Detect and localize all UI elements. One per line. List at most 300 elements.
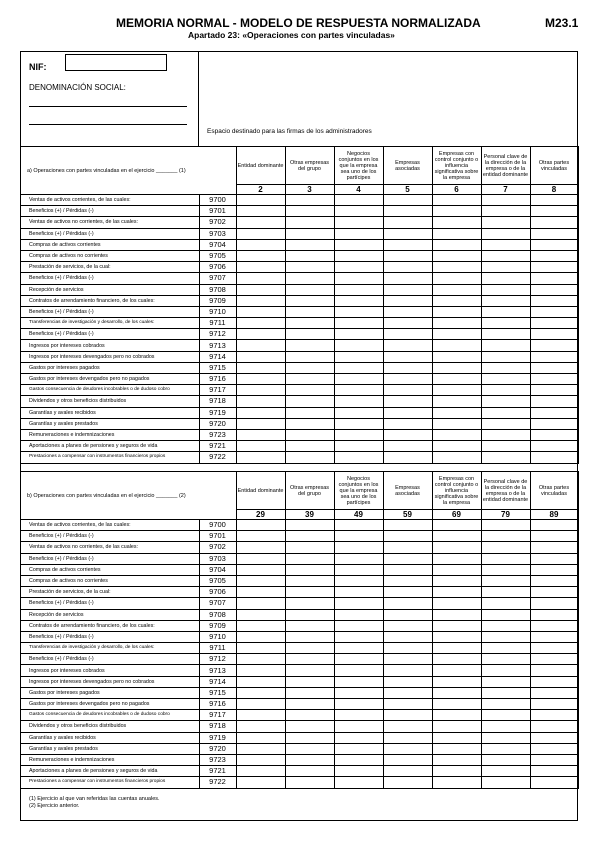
amount-cell[interactable] [383,351,432,362]
amount-cell[interactable] [481,676,530,687]
amount-cell[interactable] [383,564,432,575]
amount-cell[interactable] [334,721,383,732]
amount-cell[interactable] [236,284,285,295]
amount-cell[interactable] [481,564,530,575]
amount-cell[interactable] [334,687,383,698]
amount-cell[interactable] [530,620,578,631]
amount-cell[interactable] [383,665,432,676]
amount-cell[interactable] [236,295,285,306]
amount-cell[interactable] [432,374,481,385]
amount-cell[interactable] [432,631,481,642]
denominacion-line-1[interactable] [29,106,187,107]
amount-cell[interactable] [285,710,334,721]
amount-cell[interactable] [432,273,481,284]
amount-cell[interactable] [481,273,530,284]
amount-cell[interactable] [530,542,578,553]
amount-cell[interactable] [530,239,578,250]
amount-cell[interactable] [530,228,578,239]
amount-cell[interactable] [530,643,578,654]
amount-cell[interactable] [383,452,432,463]
amount-cell[interactable] [481,306,530,317]
amount-cell[interactable] [236,340,285,351]
amount-cell[interactable] [334,643,383,654]
amount-cell[interactable] [481,710,530,721]
amount-cell[interactable] [432,452,481,463]
amount-cell[interactable] [236,609,285,620]
amount-cell[interactable] [285,676,334,687]
amount-cell[interactable] [383,631,432,642]
amount-cell[interactable] [530,329,578,340]
amount-cell[interactable] [481,351,530,362]
amount-cell[interactable] [383,766,432,777]
amount-cell[interactable] [530,318,578,329]
amount-cell[interactable] [481,777,530,788]
amount-cell[interactable] [285,575,334,586]
amount-cell[interactable] [236,587,285,598]
amount-cell[interactable] [285,609,334,620]
amount-cell[interactable] [285,329,334,340]
amount-cell[interactable] [432,520,481,531]
amount-cell[interactable] [383,385,432,396]
amount-cell[interactable] [236,687,285,698]
amount-cell[interactable] [285,631,334,642]
amount-cell[interactable] [383,418,432,429]
amount-cell[interactable] [236,721,285,732]
amount-cell[interactable] [481,429,530,440]
amount-cell[interactable] [432,531,481,542]
amount-cell[interactable] [285,564,334,575]
amount-cell[interactable] [432,542,481,553]
amount-cell[interactable] [334,217,383,228]
amount-cell[interactable] [236,262,285,273]
amount-cell[interactable] [432,777,481,788]
amount-cell[interactable] [334,654,383,665]
amount-cell[interactable] [530,754,578,765]
amount-cell[interactable] [383,743,432,754]
amount-cell[interactable] [236,654,285,665]
amount-cell[interactable] [334,195,383,206]
amount-cell[interactable] [285,520,334,531]
amount-cell[interactable] [236,195,285,206]
amount-cell[interactable] [432,620,481,631]
amount-cell[interactable] [481,609,530,620]
amount-cell[interactable] [236,273,285,284]
amount-cell[interactable] [285,754,334,765]
amount-cell[interactable] [285,429,334,440]
denominacion-line-2[interactable] [29,124,187,125]
amount-cell[interactable] [334,620,383,631]
amount-cell[interactable] [432,699,481,710]
amount-cell[interactable] [236,766,285,777]
amount-cell[interactable] [334,306,383,317]
amount-cell[interactable] [334,542,383,553]
amount-cell[interactable] [334,710,383,721]
amount-cell[interactable] [334,273,383,284]
amount-cell[interactable] [236,743,285,754]
amount-cell[interactable] [285,587,334,598]
amount-cell[interactable] [530,396,578,407]
amount-cell[interactable] [236,429,285,440]
amount-cell[interactable] [236,520,285,531]
amount-cell[interactable] [530,195,578,206]
amount-cell[interactable] [236,699,285,710]
amount-cell[interactable] [530,609,578,620]
amount-cell[interactable] [236,407,285,418]
amount-cell[interactable] [383,598,432,609]
amount-cell[interactable] [334,418,383,429]
amount-cell[interactable] [383,239,432,250]
amount-cell[interactable] [432,262,481,273]
amount-cell[interactable] [334,665,383,676]
amount-cell[interactable] [334,407,383,418]
amount-cell[interactable] [285,699,334,710]
amount-cell[interactable] [481,754,530,765]
amount-cell[interactable] [236,531,285,542]
amount-cell[interactable] [530,306,578,317]
amount-cell[interactable] [383,284,432,295]
amount-cell[interactable] [481,262,530,273]
amount-cell[interactable] [432,676,481,687]
amount-cell[interactable] [236,362,285,373]
amount-cell[interactable] [236,710,285,721]
amount-cell[interactable] [383,250,432,261]
amount-cell[interactable] [285,620,334,631]
amount-cell[interactable] [334,441,383,452]
amount-cell[interactable] [383,542,432,553]
amount-cell[interactable] [285,206,334,217]
amount-cell[interactable] [481,587,530,598]
amount-cell[interactable] [530,351,578,362]
amount-cell[interactable] [285,340,334,351]
amount-cell[interactable] [285,732,334,743]
amount-cell[interactable] [481,553,530,564]
amount-cell[interactable] [236,441,285,452]
amount-cell[interactable] [334,250,383,261]
amount-cell[interactable] [432,418,481,429]
amount-cell[interactable] [481,206,530,217]
amount-cell[interactable] [432,228,481,239]
amount-cell[interactable] [481,598,530,609]
amount-cell[interactable] [334,676,383,687]
amount-cell[interactable] [285,654,334,665]
amount-cell[interactable] [383,362,432,373]
amount-cell[interactable] [285,418,334,429]
amount-cell[interactable] [481,542,530,553]
amount-cell[interactable] [530,217,578,228]
amount-cell[interactable] [530,284,578,295]
amount-cell[interactable] [481,732,530,743]
amount-cell[interactable] [481,407,530,418]
amount-cell[interactable] [383,396,432,407]
amount-cell[interactable] [285,643,334,654]
amount-cell[interactable] [383,217,432,228]
amount-cell[interactable] [285,250,334,261]
amount-cell[interactable] [285,766,334,777]
amount-cell[interactable] [334,520,383,531]
amount-cell[interactable] [432,329,481,340]
amount-cell[interactable] [383,710,432,721]
amount-cell[interactable] [432,754,481,765]
amount-cell[interactable] [530,575,578,586]
amount-cell[interactable] [481,195,530,206]
amount-cell[interactable] [383,374,432,385]
amount-cell[interactable] [383,531,432,542]
amount-cell[interactable] [285,306,334,317]
amount-cell[interactable] [530,699,578,710]
amount-cell[interactable] [383,262,432,273]
amount-cell[interactable] [334,385,383,396]
amount-cell[interactable] [236,665,285,676]
amount-cell[interactable] [432,362,481,373]
amount-cell[interactable] [383,699,432,710]
amount-cell[interactable] [530,777,578,788]
amount-cell[interactable] [334,609,383,620]
amount-cell[interactable] [236,676,285,687]
amount-cell[interactable] [432,766,481,777]
amount-cell[interactable] [383,520,432,531]
amount-cell[interactable] [530,250,578,261]
amount-cell[interactable] [285,262,334,273]
amount-cell[interactable] [530,654,578,665]
amount-cell[interactable] [236,418,285,429]
amount-cell[interactable] [334,766,383,777]
amount-cell[interactable] [432,598,481,609]
amount-cell[interactable] [383,429,432,440]
amount-cell[interactable] [481,575,530,586]
amount-cell[interactable] [285,351,334,362]
amount-cell[interactable] [236,631,285,642]
amount-cell[interactable] [530,743,578,754]
amount-cell[interactable] [236,351,285,362]
amount-cell[interactable] [285,318,334,329]
amount-cell[interactable] [334,351,383,362]
amount-cell[interactable] [334,553,383,564]
amount-cell[interactable] [334,631,383,642]
amount-cell[interactable] [383,306,432,317]
amount-cell[interactable] [383,329,432,340]
amount-cell[interactable] [334,340,383,351]
amount-cell[interactable] [481,643,530,654]
amount-cell[interactable] [334,396,383,407]
amount-cell[interactable] [236,452,285,463]
amount-cell[interactable] [285,273,334,284]
amount-cell[interactable] [285,777,334,788]
amount-cell[interactable] [236,542,285,553]
amount-cell[interactable] [236,643,285,654]
amount-cell[interactable] [334,598,383,609]
amount-cell[interactable] [530,766,578,777]
amount-cell[interactable] [481,743,530,754]
amount-cell[interactable] [432,654,481,665]
amount-cell[interactable] [530,531,578,542]
amount-cell[interactable] [530,418,578,429]
amount-cell[interactable] [481,531,530,542]
amount-cell[interactable] [285,374,334,385]
amount-cell[interactable] [236,318,285,329]
amount-cell[interactable] [530,374,578,385]
amount-cell[interactable] [236,564,285,575]
amount-cell[interactable] [432,318,481,329]
amount-cell[interactable] [383,676,432,687]
amount-cell[interactable] [481,721,530,732]
amount-cell[interactable] [432,239,481,250]
amount-cell[interactable] [530,407,578,418]
amount-cell[interactable] [481,452,530,463]
amount-cell[interactable] [383,654,432,665]
amount-cell[interactable] [383,777,432,788]
amount-cell[interactable] [383,206,432,217]
amount-cell[interactable] [432,732,481,743]
amount-cell[interactable] [530,631,578,642]
amount-cell[interactable] [432,396,481,407]
amount-cell[interactable] [236,217,285,228]
amount-cell[interactable] [383,553,432,564]
amount-cell[interactable] [481,284,530,295]
amount-cell[interactable] [481,699,530,710]
amount-cell[interactable] [432,710,481,721]
amount-cell[interactable] [383,732,432,743]
amount-cell[interactable] [383,228,432,239]
amount-cell[interactable] [530,385,578,396]
amount-cell[interactable] [481,620,530,631]
amount-cell[interactable] [236,306,285,317]
amount-cell[interactable] [334,374,383,385]
amount-cell[interactable] [530,340,578,351]
amount-cell[interactable] [481,766,530,777]
amount-cell[interactable] [432,665,481,676]
amount-cell[interactable] [285,362,334,373]
amount-cell[interactable] [236,374,285,385]
amount-cell[interactable] [530,687,578,698]
amount-cell[interactable] [383,273,432,284]
amount-cell[interactable] [432,687,481,698]
amount-cell[interactable] [236,754,285,765]
amount-cell[interactable] [334,329,383,340]
amount-cell[interactable] [383,407,432,418]
amount-cell[interactable] [334,743,383,754]
amount-cell[interactable] [285,441,334,452]
amount-cell[interactable] [481,362,530,373]
amount-cell[interactable] [481,329,530,340]
amount-cell[interactable] [236,239,285,250]
amount-cell[interactable] [432,284,481,295]
amount-cell[interactable] [383,754,432,765]
amount-cell[interactable] [432,295,481,306]
amount-cell[interactable] [530,587,578,598]
amount-cell[interactable] [236,329,285,340]
amount-cell[interactable] [432,609,481,620]
amount-cell[interactable] [481,340,530,351]
amount-cell[interactable] [334,429,383,440]
amount-cell[interactable] [432,587,481,598]
amount-cell[interactable] [481,318,530,329]
amount-cell[interactable] [285,598,334,609]
amount-cell[interactable] [236,396,285,407]
amount-cell[interactable] [285,743,334,754]
amount-cell[interactable] [432,250,481,261]
amount-cell[interactable] [481,631,530,642]
amount-cell[interactable] [285,553,334,564]
amount-cell[interactable] [530,362,578,373]
amount-cell[interactable] [285,284,334,295]
amount-cell[interactable] [285,295,334,306]
amount-cell[interactable] [432,217,481,228]
amount-cell[interactable] [432,385,481,396]
amount-cell[interactable] [481,441,530,452]
amount-cell[interactable] [236,575,285,586]
amount-cell[interactable] [481,520,530,531]
amount-cell[interactable] [481,250,530,261]
amount-cell[interactable] [383,643,432,654]
amount-cell[interactable] [383,340,432,351]
amount-cell[interactable] [236,228,285,239]
amount-cell[interactable] [481,295,530,306]
amount-cell[interactable] [334,318,383,329]
amount-cell[interactable] [334,206,383,217]
amount-cell[interactable] [285,396,334,407]
amount-cell[interactable] [383,721,432,732]
amount-cell[interactable] [432,721,481,732]
amount-cell[interactable] [530,441,578,452]
amount-cell[interactable] [334,262,383,273]
amount-cell[interactable] [334,452,383,463]
amount-cell[interactable] [334,777,383,788]
amount-cell[interactable] [481,217,530,228]
amount-cell[interactable] [383,295,432,306]
amount-cell[interactable] [530,598,578,609]
amount-cell[interactable] [236,206,285,217]
amount-cell[interactable] [481,228,530,239]
amount-cell[interactable] [432,340,481,351]
amount-cell[interactable] [236,777,285,788]
amount-cell[interactable] [236,598,285,609]
amount-cell[interactable] [334,531,383,542]
amount-cell[interactable] [334,239,383,250]
amount-cell[interactable] [334,362,383,373]
amount-cell[interactable] [334,732,383,743]
amount-cell[interactable] [236,385,285,396]
amount-cell[interactable] [530,452,578,463]
amount-cell[interactable] [383,620,432,631]
amount-cell[interactable] [432,206,481,217]
amount-cell[interactable] [432,195,481,206]
amount-cell[interactable] [481,374,530,385]
amount-cell[interactable] [285,239,334,250]
amount-cell[interactable] [530,665,578,676]
amount-cell[interactable] [481,687,530,698]
amount-cell[interactable] [334,228,383,239]
amount-cell[interactable] [530,262,578,273]
amount-cell[interactable] [530,721,578,732]
amount-cell[interactable] [432,429,481,440]
amount-cell[interactable] [236,620,285,631]
amount-cell[interactable] [530,206,578,217]
amount-cell[interactable] [432,407,481,418]
amount-cell[interactable] [432,575,481,586]
amount-cell[interactable] [481,665,530,676]
amount-cell[interactable] [481,385,530,396]
amount-cell[interactable] [236,553,285,564]
amount-cell[interactable] [432,306,481,317]
amount-cell[interactable] [481,239,530,250]
amount-cell[interactable] [285,687,334,698]
amount-cell[interactable] [285,407,334,418]
amount-cell[interactable] [530,676,578,687]
amount-cell[interactable] [481,418,530,429]
amount-cell[interactable] [432,441,481,452]
amount-cell[interactable] [383,195,432,206]
amount-cell[interactable] [530,273,578,284]
